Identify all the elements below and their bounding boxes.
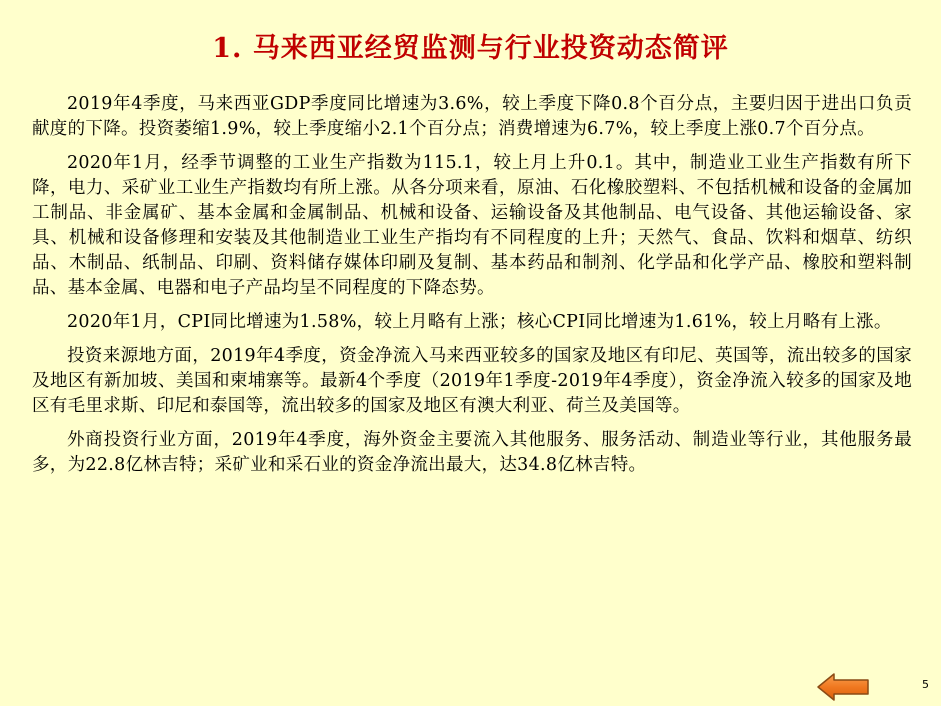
back-button[interactable] <box>816 672 870 702</box>
slide-title: 1. 马来西亚经贸监测与行业投资动态简评 <box>212 33 729 64</box>
paragraph-industrial-production: 2020年1月，经季节调整的工业生产指数为115.1，较上月上升0.1。其中，制造业工业生产指数有所下降，电力、采矿业工业生产指数均有所上涨。从各分项来看，原油、石化橡胶塑料、不包括机械和设备的金属加工制品、非金属矿、基本金属和金属制品、机械和设备、运输设备及其他制品、电气设备、其他运输设备、家具、机械和设备修理和安装及其他制造业工业生产指均有不同程度的上升；天然气、食品、饮料和烟草、纺织品、木制品、纸制品、印刷、资料储存媒体印刷及复制、基本药品和制剂、化学品和化学产品、橡胶和塑料制品、基本金属、电器和电子产品均呈不同程度的下降态势。 <box>32 153 912 298</box>
page-number: 5 <box>922 678 929 691</box>
paragraph-investment-industry: 外商投资行业方面，2019年4季度，海外资金主要流入其他服务、服务活动、制造业等行业，其他服务最多，为22.8亿林吉特；采矿业和采石业的资金净流出最大，达34.8亿林吉特。 <box>32 430 912 475</box>
slide-body <box>32 92 912 487</box>
left-arrow-icon <box>816 672 870 702</box>
paragraph-gdp: 2019年4季度，马来西亚GDP季度同比增速为3.6%，较上季度下降0.8个百分点，主要归因于进出口负贡献度的下降。投资萎缩1.9%，较上季度缩小2.1个百分点；消费增速为6.7%，较上季度上涨0.7个百分点。 <box>32 94 912 139</box>
paragraph-investment-source: 投资来源地方面，2019年4季度，资金净流入马来西亚较多的国家及地区有印尼、英国等，流出较多的国家及地区有新加坡、美国和柬埔寨等。最新4个季度（2019年1季度-2019年4季度），资金净流入较多的国家及地区有毛里求斯、印尼和泰国等，流出较多的国家及地区有澳大利亚、荷兰及美国等。 <box>32 346 912 416</box>
paragraph-cpi: 2020年1月，CPI同比增速为1.58%，较上月略有上涨；核心CPI同比增速为1.61%，较上月略有上涨。 <box>67 312 892 332</box>
